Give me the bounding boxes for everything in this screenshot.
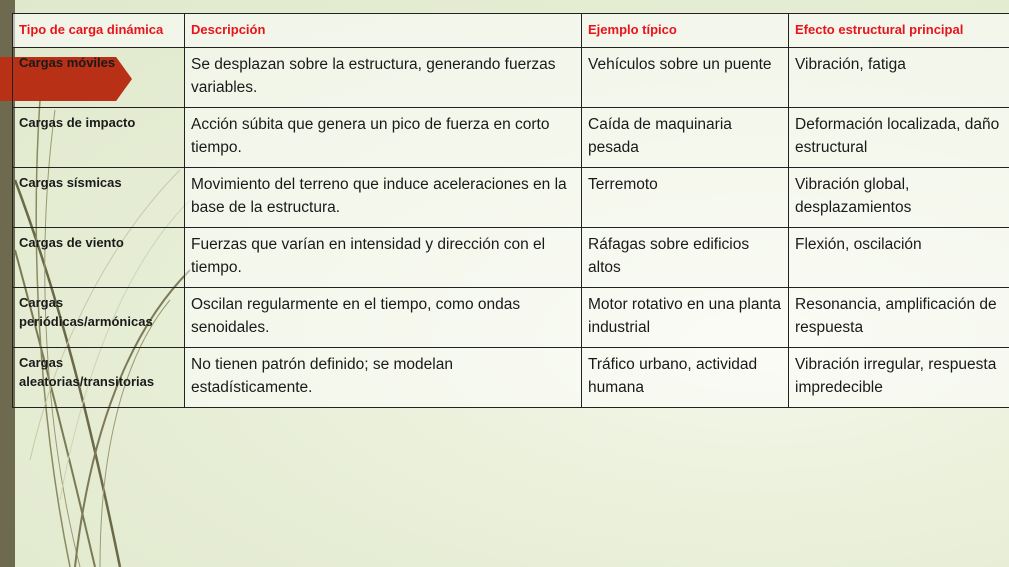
load-type-cell: Cargas móviles — [13, 48, 185, 108]
effect-cell: Vibración global, desplazamientos — [789, 168, 1009, 228]
load-type-cell: Cargas de impacto — [13, 108, 185, 168]
table-row — [13, 228, 1009, 288]
table-row — [13, 348, 1009, 408]
table-row — [13, 108, 1009, 168]
example-cell: Motor rotativo en una planta industrial — [582, 288, 789, 348]
example-cell: Terremoto — [582, 168, 789, 228]
load-type-cell: Cargas sísmicas — [13, 168, 185, 228]
effect-cell: Vibración, fatiga — [789, 48, 1009, 108]
header-load-type: Tipo de carga dinámica — [13, 14, 185, 48]
load-type-cell: Cargas aleatorias/transitorias — [13, 348, 185, 408]
description-cell: Movimiento del terreno que induce aceleraciones en la base de la estructura. — [185, 168, 582, 228]
description-cell: Oscilan regularmente en el tiempo, como ondas senoidales. — [185, 288, 582, 348]
table-row — [13, 48, 1009, 108]
example-cell: Ráfagas sobre edificios altos — [582, 228, 789, 288]
example-cell: Vehículos sobre un puente — [582, 48, 789, 108]
header-typical-example: Ejemplo típico — [582, 14, 789, 48]
table-row — [13, 168, 1009, 228]
example-cell: Tráfico urbano, actividad humana — [582, 348, 789, 408]
effect-cell: Deformación localizada, daño estructural — [789, 108, 1009, 168]
effect-cell: Flexión, oscilación — [789, 228, 1009, 288]
dynamic-loads-table — [12, 13, 1009, 408]
example-cell: Caída de maquinaria pesada — [582, 108, 789, 168]
load-type-cell: Cargas de viento — [13, 228, 185, 288]
description-cell: Fuerzas que varían en intensidad y dirección con el tiempo. — [185, 228, 582, 288]
description-cell: Acción súbita que genera un pico de fuerza en corto tiempo. — [185, 108, 582, 168]
effect-cell: Resonancia, amplificación de respuesta — [789, 288, 1009, 348]
table-header-row — [13, 14, 1009, 48]
table-row — [13, 288, 1009, 348]
header-description: Descripción — [185, 14, 582, 48]
header-structural-effect: Efecto estructural principal — [789, 14, 1009, 48]
description-cell: No tienen patrón definido; se modelan estadísticamente. — [185, 348, 582, 408]
description-cell: Se desplazan sobre la estructura, generando fuerzas variables. — [185, 48, 582, 108]
effect-cell: Vibración irregular, respuesta impredecible — [789, 348, 1009, 408]
load-type-cell: Cargas periódicas/armónicas — [13, 288, 185, 348]
